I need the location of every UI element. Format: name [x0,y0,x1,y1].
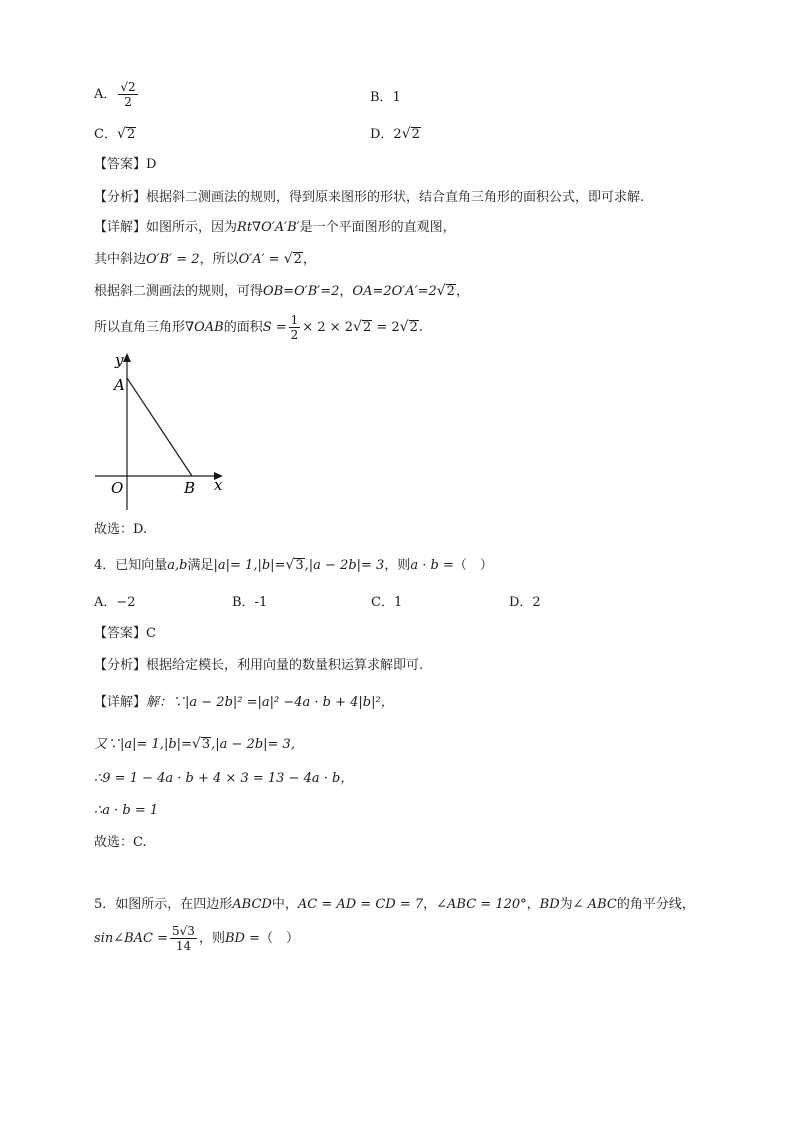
q3-option-a [94,80,140,109]
radicand: 2 [293,252,302,267]
q4-option-b: B．-1 [232,595,268,610]
radicand: 2 [409,320,418,335]
q3-option-b: B．1 [370,90,401,105]
q5-stem-line-2 [94,924,299,953]
text: ，则 [384,558,411,573]
text: ， [423,897,437,912]
hypotenuse-ab [127,378,192,476]
math: × 2 × 2 [302,320,354,335]
q4-detail-line-4: ∴a · b = 1 [94,803,159,818]
text: （ ） [259,931,299,946]
q3-analysis [94,189,644,207]
q4-analysis [94,657,423,675]
math: O′B′ = 2 [146,252,200,267]
option-label: A． [94,87,117,102]
denominator: 2 [290,328,299,342]
math: ,|a − 2b|= 3, [211,737,295,752]
text: 的面积 [223,320,263,335]
sqrt-icon: √ [399,319,409,335]
fraction [289,313,301,342]
math: OB=O′B′=2 [263,284,340,299]
q5-stem [94,896,695,914]
text: . [418,320,424,335]
radicand: 3 [295,558,304,573]
math: sin∠BAC = [94,931,169,946]
q4-stem [94,556,493,575]
math: ∇OAB [185,320,224,335]
math: 又∵|a|= 1,|b|= [94,737,192,752]
analysis-tag: 【分析】 [94,190,147,205]
radicand: 3 [201,737,211,752]
numerator: 1 [290,313,299,327]
math: OA=2O′A′=2 [352,284,437,299]
sqrt-icon: √ [285,557,295,573]
y-axis-arrow-icon [123,353,131,362]
q3-option-c [94,125,136,144]
text: ， [339,284,353,299]
radicand: 2 [411,127,420,142]
text: 为 [559,897,573,912]
label-a: A [114,376,125,394]
text: ， [526,897,540,912]
text: 所以直角三角形 [94,320,186,335]
math: = 2 [376,320,400,335]
q4-option-d: D．2 [509,595,541,610]
numerator: √2 [120,80,136,94]
text: （ ） [453,558,493,573]
q4-detail-line-3: ∴9 = 1 − 4a · b + 4 × 3 = 13 − 4a · b， [94,771,354,786]
sqrt-icon: √ [436,283,446,299]
option-label: C． [94,127,117,142]
q4-option-a: A．−2 [94,595,136,610]
text: 的角平分线， [616,897,695,912]
text: 如图所示，因为 [146,220,238,235]
text: 4．已知向量 [94,558,168,573]
sqrt-icon: √ [116,126,126,142]
label-x: x [214,476,223,494]
text: ，则 [198,931,225,946]
label-b: B [184,479,196,497]
math: ,|a − 2b|= 3 [304,558,385,573]
math: ∠ ABC [572,897,617,912]
numerator: 5√3 [172,924,195,938]
q3-detail-line-4 [94,313,423,342]
radicand: 2 [362,320,372,335]
answer-tag: 【答案】 [94,157,147,172]
fraction [170,924,197,953]
sqrt-icon: √ [283,251,293,267]
q4-detail-line-2 [94,735,295,754]
sqrt-icon: √ [401,126,411,142]
text: 其中斜边 [94,252,147,267]
q4-option-c: C．1 [371,595,403,610]
text: 中， [271,897,298,912]
detail-tag: 【详解】 [94,695,147,710]
math: ∠ABC = 120° [436,897,527,912]
q3-detail-line-2 [94,250,316,269]
denominator: 14 [175,939,192,953]
text: ， [455,284,469,299]
q3-option-d [370,125,421,144]
math: AC = AD = CD = 7 [297,897,424,912]
text: 根据斜二测画法的规则，可得 [94,284,264,299]
label-o: O [111,479,124,497]
radicand: 2 [126,127,136,142]
q3-conclusion: 故选：D. [94,522,148,537]
analysis-text: 根据斜二测画法的规则，得到原来图形的形状，结合直角三角形的面积公式，即可求解. [146,190,645,205]
text: ， [302,252,316,267]
answer-value: C [146,626,156,641]
sqrt-icon: √ [353,319,362,335]
denominator: 2 [124,95,132,109]
triangle-figure [90,350,240,515]
q3-detail-line-1 [94,219,456,237]
math: a · b = [410,558,454,573]
q3-answer [94,156,156,174]
text: 5．如图所示，在四边形 [94,897,233,912]
math: BD = [224,931,260,946]
q4-answer [94,625,156,643]
analysis-text: 根据给定模长，利用向量的数量积运算求解即可. [146,658,424,673]
q4-conclusion: 故选：C. [94,835,147,850]
option-label: D．2 [370,127,402,142]
detail-tag: 【详解】 [94,220,147,235]
radicand: 2 [446,284,455,299]
fraction [118,80,137,109]
math: 解：∵|a − 2b|² =|a|² −4a · b + 4|b|²， [146,695,394,710]
analysis-tag: 【分析】 [94,658,147,673]
math: a,b [167,558,188,573]
answer-tag: 【答案】 [94,626,147,641]
q4-detail-line-1 [94,694,394,712]
text: ，所以 [199,252,239,267]
answer-value: D [146,157,157,172]
math: O′A′ = [238,252,280,267]
sqrt-icon: √ [191,736,201,752]
text: 是一个平面图形的直观图， [299,220,456,235]
math: |a|= 1,|b|= [213,558,286,573]
math: Rt∇O′A′B′ [237,220,300,235]
label-y: y [115,351,124,369]
math: BD [539,897,560,912]
math: ABCD [232,897,272,912]
q3-detail-line-3 [94,282,469,301]
text: 满足 [187,558,214,573]
math: S = [262,320,287,335]
